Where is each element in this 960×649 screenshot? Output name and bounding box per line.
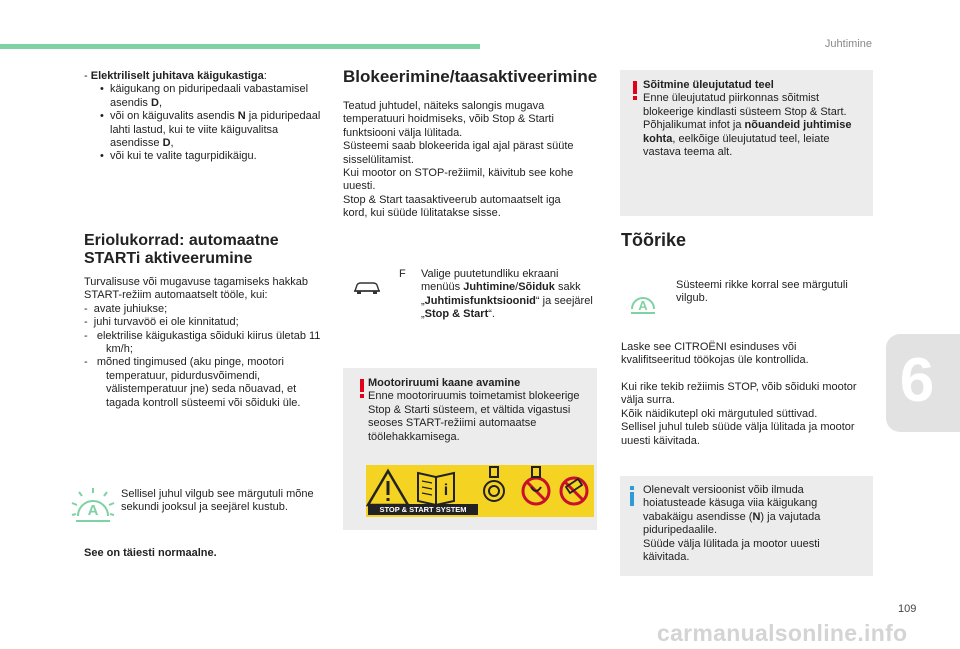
conditions-list (84, 303, 329, 410)
special-cases-body (84, 276, 329, 410)
malfunction-heading: Tõõrike (621, 230, 687, 250)
left-lamp-text: Sellisel juhul vilgub see märgutuli mõne sekundi jooksul ja seejärel kustub. (121, 488, 314, 514)
list-item: • või kui te valite tagurpidikäigu. (100, 150, 257, 163)
flooded-road-warning-title: Sõitmine üleujutatud teel (643, 79, 774, 91)
chapter-number: 6 (899, 346, 935, 415)
svg-text:A: A (87, 502, 99, 519)
vehicle-icon (352, 280, 382, 296)
engine-bay-warning (368, 377, 583, 444)
right-lamp-text: Süsteemi rikke korral see märgutuli vilgub. (676, 279, 848, 305)
section-title: Juhtimine (824, 38, 872, 50)
svg-text:A: A (638, 298, 648, 313)
malfunction-check: Laske see CITROËNI esinduses või kvalifitseeritud töökojas üle kontrollida. (621, 341, 809, 367)
watermark: carmanualsonline.info (657, 620, 908, 646)
menu-instruction: Valige puutetundliku ekraani menüüs Juhtimine/Sõiduk sakk „Juhtimisfunktsioonid“ ja seejärel „Stop & Start“. (421, 268, 593, 321)
blocking-body (343, 100, 583, 221)
list-item: - mõned tingimused (aku pinge, mootori temperatuur, pidurdusvõimendi, välistemperatuur jne) seda nõuavad, et tagada kontroll süsteemi või sõiduki üle. (84, 356, 301, 409)
list-item: - avate juhiukse; (84, 302, 168, 315)
flooded-road-advice: Põhjalikumat infot ja nõuandeid juhtimise kohta, eelkõige üleujutatud teel, leiate vastava teema alt. (643, 119, 852, 159)
list-item: - elektrilise käigukastiga sõiduki kiirus ületab 11 km/h; (84, 329, 321, 356)
blocking-heading: Blokeerimine/taasaktiveerimine (343, 67, 598, 86)
left-column (84, 70, 324, 164)
menu-bullet: F (399, 268, 406, 280)
warning-exclamation-icon (630, 81, 640, 101)
list-item: • käigukang on piduripedaali vabastamisel asendis D, (100, 83, 309, 109)
flooded-road-warning (643, 79, 867, 159)
list-item: • või on käiguvalits asendis N ja piduripedaal lahti lastud, kui te viite käiguvalitsa asendisse D, (100, 110, 321, 150)
stop-start-label-caption: STOP & START SYSTEM (368, 504, 478, 515)
closing-text: See on täiesti normaalne. (84, 547, 217, 559)
blocking-paragraph: Teatud juhtudel, näiteks salongis mugava temperatuuri hoidmiseks, võib Stop & Starti funktsiooni välja lülitada. (343, 100, 554, 139)
blocking-paragraph: Stop & Start taasaktiveerub automaatselt iga kord, kui süüde lülitatakse sisse. (343, 193, 561, 220)
list-item: - juhi turvavöö ei ole kinnitatud; (84, 316, 239, 329)
header-accent-bar (0, 44, 480, 49)
malfunction-stop-mode: Kui rike tekib režiimis STOP, võib sõiduki mootor välja surra. Kõik näidikutepl oki märgutuled süttivad. Sellisel juhul tuleb süüde välja lülitada ja mootor uuesti käivitada. (621, 381, 857, 447)
flooded-road-warning-text: Enne üleujutatud piirkonnas sõitmist blokeerige kindlasti süsteem Stop & Start. (643, 92, 847, 118)
blocking-paragraph: Kui mootor on STOP-režiimil, käivitub see kohe uuesti. (343, 167, 574, 193)
auto-stop-start-blinking-icon (70, 486, 116, 530)
blocking-paragraph: Süsteemi saab blokeerida igal ajal pärast süüte sisselülitamist. (343, 140, 574, 166)
version-info: Olenevalt versioonist võib ilmuda hoiatusteade käsuga viia käigukang vabakäigu asendisse (N) ja vajutada piduripedaalile. Süüde välja lülitada ja mootor uuesti käivitada. (643, 484, 821, 564)
engine-bay-warning-text: Enne mootoriruumis toimetamist blokeerige Stop & Starti süsteem, et vältida vigastusi seoses START-režiimi automaatse töölehakkamisega. (368, 390, 580, 443)
special-cases-intro: Turvalisuse või mugavuse tagamiseks hakkab START-režiim automaatselt tööle, kui: (84, 276, 308, 302)
auto-stop-start-fault-icon (628, 290, 658, 316)
info-icon (628, 486, 636, 506)
engine-bay-warning-title: Mootoriruumi kaane avamine (368, 377, 521, 389)
svg-text:i: i (443, 482, 449, 499)
warning-exclamation-icon (357, 379, 367, 399)
stop-start-label-sticker (366, 465, 594, 517)
gearbox-item-title: Elektriliselt juhitava käigukastiga (90, 70, 264, 82)
gearbox-bullets (88, 83, 324, 163)
page-number: 109 (898, 603, 917, 615)
gearbox-item: - Elektriliselt juhitava käigukastiga: (84, 70, 267, 82)
special-cases-heading: Eriolukorrad: automaatne STARTi aktiveerumine (84, 232, 279, 267)
